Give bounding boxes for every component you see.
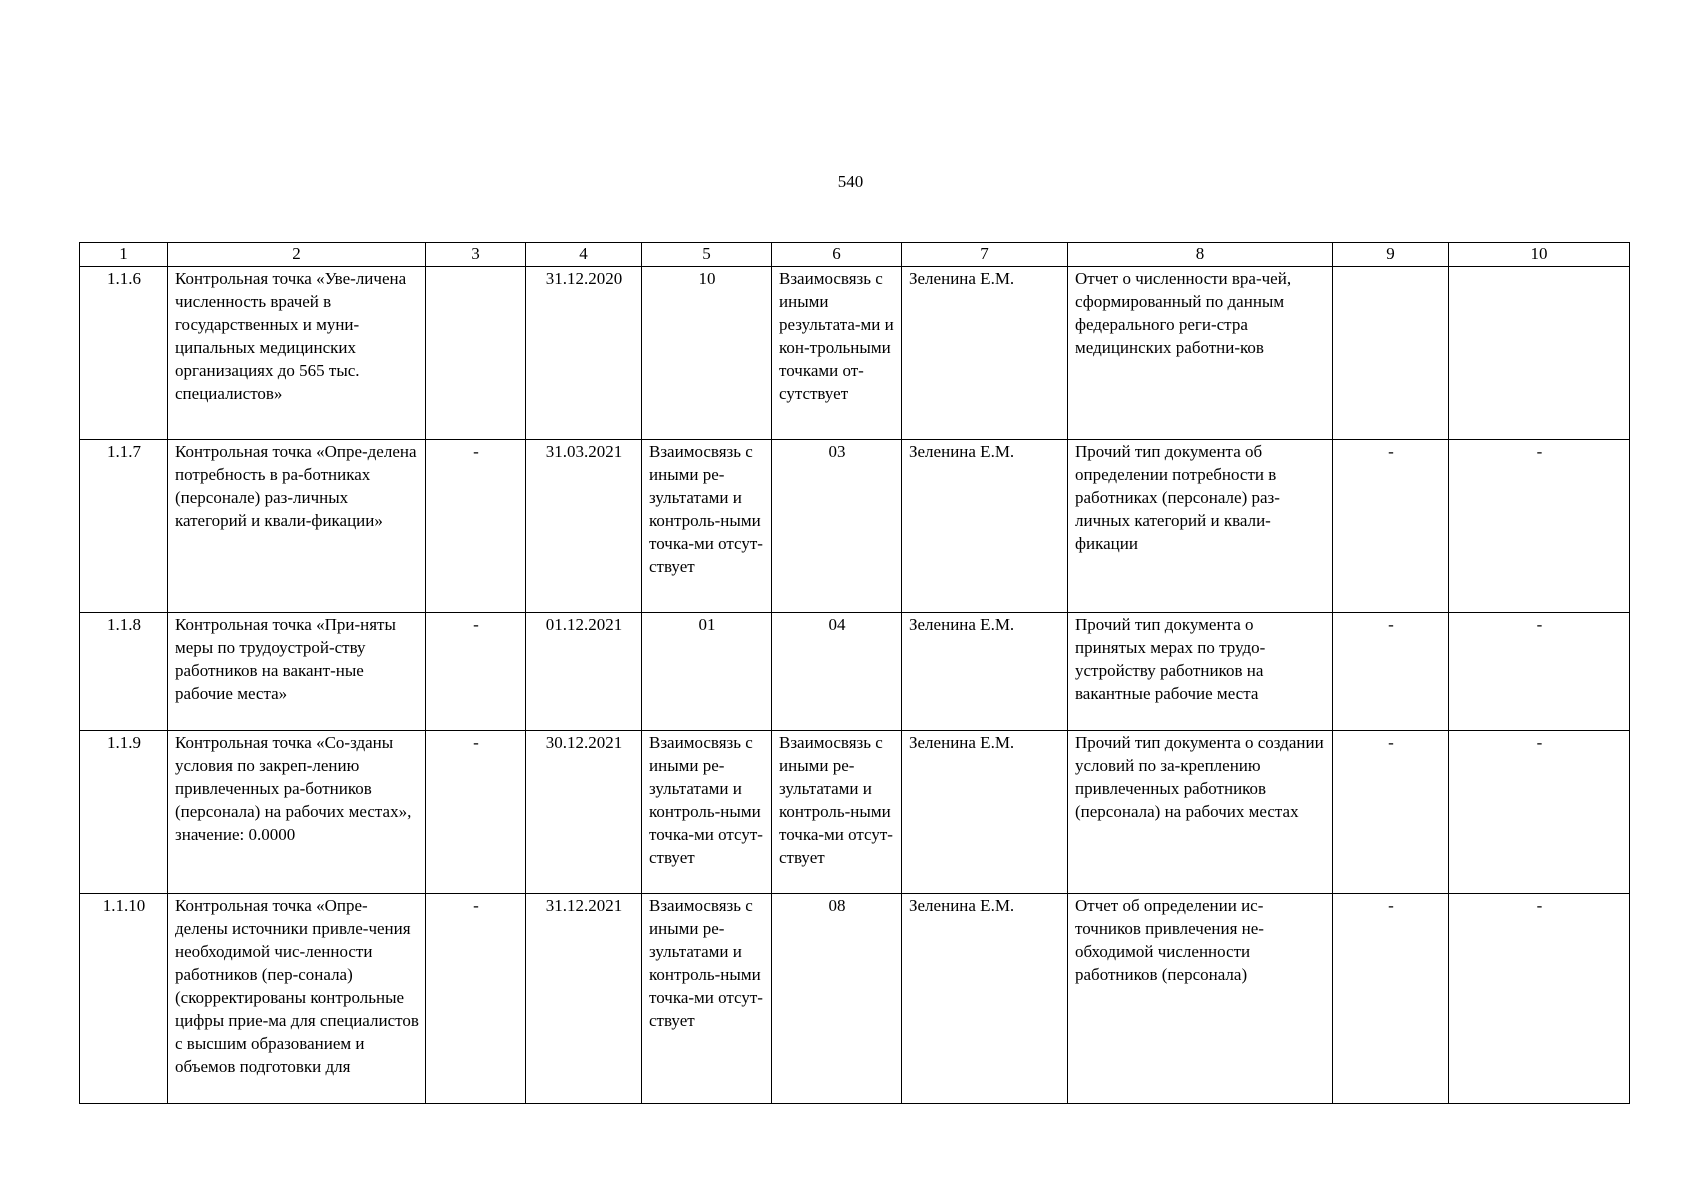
cell-col-10: - bbox=[1449, 440, 1630, 613]
cell-col-6: 04 bbox=[772, 613, 902, 731]
column-header-8: 8 bbox=[1068, 243, 1333, 267]
cell-col-5: 10 bbox=[642, 267, 772, 440]
column-header-3: 3 bbox=[426, 243, 526, 267]
document-type: Прочий тип документа о принятых мерах по трудо-устройству работников на вакантные рабочие места bbox=[1068, 613, 1333, 731]
row-number: 1.1.7 bbox=[80, 440, 168, 613]
control-points-table bbox=[79, 242, 1630, 1104]
deadline-date: 31.12.2020 bbox=[526, 267, 642, 440]
column-header-4: 4 bbox=[526, 243, 642, 267]
deadline-date: 30.12.2021 bbox=[526, 731, 642, 894]
cell-col-10: - bbox=[1449, 731, 1630, 894]
document-type: Прочий тип документа о создании условий по за-креплению привлеченных работников (персонала) на рабочих местах bbox=[1068, 731, 1333, 894]
column-header-7: 7 bbox=[902, 243, 1068, 267]
column-header-2: 2 bbox=[168, 243, 426, 267]
document-type: Отчет о численности вра-чей, сформированный по данным федерального реги-стра медицинских работни-ков bbox=[1068, 267, 1333, 440]
column-header-10: 10 bbox=[1449, 243, 1630, 267]
table-row bbox=[80, 894, 1630, 1104]
column-header-6: 6 bbox=[772, 243, 902, 267]
column-header-9: 9 bbox=[1333, 243, 1449, 267]
cell-col-9: - bbox=[1333, 894, 1449, 1104]
responsible-person: Зеленина Е.М. bbox=[902, 894, 1068, 1104]
cell-col-9 bbox=[1333, 267, 1449, 440]
document-type: Отчет об определении ис-точников привлечения не-обходимой численности работников (персонала) bbox=[1068, 894, 1333, 1104]
cell-col-3: - bbox=[426, 731, 526, 894]
deadline-date: 01.12.2021 bbox=[526, 613, 642, 731]
responsible-person: Зеленина Е.М. bbox=[902, 613, 1068, 731]
table-row bbox=[80, 613, 1630, 731]
cell-col-9: - bbox=[1333, 731, 1449, 894]
row-number: 1.1.10 bbox=[80, 894, 168, 1104]
cell-col-10 bbox=[1449, 267, 1630, 440]
document-type: Прочий тип документа об определении потребности в работниках (персонале) раз-личных категорий и квали-фикации bbox=[1068, 440, 1333, 613]
cell-col-6: 08 bbox=[772, 894, 902, 1104]
table-row bbox=[80, 731, 1630, 894]
cell-col-5: Взаимосвязь с иными ре-зультатами и контроль-ными точка-ми отсут-ствует bbox=[642, 894, 772, 1104]
cell-col-5: Взаимосвязь с иными ре-зультатами и контроль-ными точка-ми отсут-ствует bbox=[642, 731, 772, 894]
cell-col-3: - bbox=[426, 440, 526, 613]
cell-col-5: 01 bbox=[642, 613, 772, 731]
cell-col-10: - bbox=[1449, 894, 1630, 1104]
cell-col-9: - bbox=[1333, 440, 1449, 613]
cell-col-5: Взаимосвязь с иными ре-зультатами и контроль-ными точка-ми отсут-ствует bbox=[642, 440, 772, 613]
cell-col-6: Взаимосвязь с иными ре-зультатами и контроль-ными точка-ми отсут-ствует bbox=[772, 731, 902, 894]
deadline-date: 31.12.2021 bbox=[526, 894, 642, 1104]
page-number: 540 bbox=[837, 172, 864, 191]
control-point-description: Контрольная точка «Опре-делены источники привле-чения необходимой чис-ленности работников (пер-сонала) (скорректированы контрольные цифры прие-ма для специалистов с высшим образованием и объемов подготовки для bbox=[168, 894, 426, 1104]
control-point-description: Контрольная точка «Опре-делена потребность в ра-ботниках (персонале) раз-личных категорий и квали-фикации» bbox=[168, 440, 426, 613]
row-number: 1.1.6 bbox=[80, 267, 168, 440]
column-header-1: 1 bbox=[80, 243, 168, 267]
header-row bbox=[80, 243, 1630, 267]
row-number: 1.1.8 bbox=[80, 613, 168, 731]
control-point-description: Контрольная точка «Со-зданы условия по закреп-лению привлеченных ра-ботников (персонала) на рабочих местах», значение: 0.0000 bbox=[168, 731, 426, 894]
control-point-description: Контрольная точка «Уве-личена численность врачей в государственных и муни-ципальных медицинских организациях до 565 тыс. специалистов» bbox=[168, 267, 426, 440]
table-row bbox=[80, 267, 1630, 440]
cell-col-6: 03 bbox=[772, 440, 902, 613]
cell-col-6: Взаимосвязь с иными результата-ми и кон-трольными точками от-сутствует bbox=[772, 267, 902, 440]
cell-col-9: - bbox=[1333, 613, 1449, 731]
cell-col-3: - bbox=[426, 613, 526, 731]
responsible-person: Зеленина Е.М. bbox=[902, 440, 1068, 613]
row-number: 1.1.9 bbox=[80, 731, 168, 894]
column-header-5: 5 bbox=[642, 243, 772, 267]
cell-col-3: - bbox=[426, 894, 526, 1104]
table-row bbox=[80, 440, 1630, 613]
responsible-person: Зеленина Е.М. bbox=[902, 731, 1068, 894]
responsible-person: Зеленина Е.М. bbox=[902, 267, 1068, 440]
cell-col-10: - bbox=[1449, 613, 1630, 731]
control-point-description: Контрольная точка «При-няты меры по трудоустрой-ству работников на вакант-ные рабочие места» bbox=[168, 613, 426, 731]
deadline-date: 31.03.2021 bbox=[526, 440, 642, 613]
cell-col-3 bbox=[426, 267, 526, 440]
